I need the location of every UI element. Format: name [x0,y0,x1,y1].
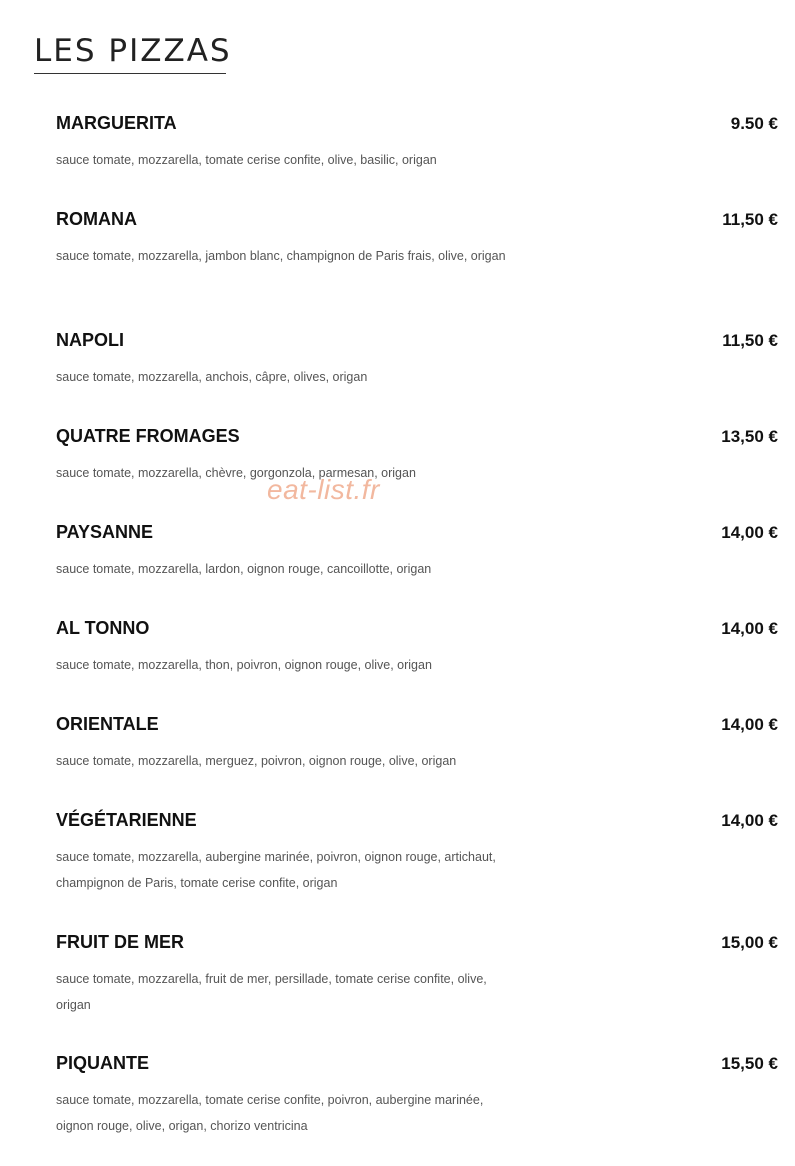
item-description: sauce tomate, mozzarella, thon, poivron, oignon rouge, olive, origan [56,658,432,672]
item-price: 14,00 € [721,811,778,830]
item-price: 15,00 € [721,933,778,952]
item-description: sauce tomate, mozzarella, fruit de mer, persillade, tomate cerise confite, olive, origan [56,972,487,1012]
item-price: 14,00 € [721,523,778,542]
item-name: MARGUERITA [56,113,177,133]
item-description: sauce tomate, mozzarella, anchois, câpre, olives, origan [56,370,368,384]
item-price: 14,00 € [721,619,778,638]
page-title: LES PIZZAS [34,33,232,69]
item-price: 15,50 € [721,1054,778,1073]
item-description: sauce tomate, mozzarella, chèvre, gorgonzola, parmesan, origan [56,466,416,480]
item-description: sauce tomate, mozzarella, lardon, oignon rouge, cancoillotte, origan [56,562,432,576]
item-name: PAYSANNE [56,522,154,542]
item-name: AL TONNO [56,618,150,638]
item-name: ORIENTALE [56,714,159,734]
item-price: 13,50 € [721,427,778,446]
item-description: sauce tomate, mozzarella, tomate cerise confite, poivron, aubergine marinée, oignon rouge, olive, origan, chorizo ventricina [56,1093,484,1133]
item-description: sauce tomate, mozzarella, jambon blanc, champignon de Paris frais, olive, origan [56,249,506,263]
item-name: QUATRE FROMAGES [56,426,240,446]
item-name: ROMANA [56,209,137,229]
title-underline [34,73,226,74]
item-price: 11,50 € [722,331,778,350]
watermark: eat-list.fr [267,474,380,505]
item-description: sauce tomate, mozzarella, merguez, poivron, oignon rouge, olive, origan [56,754,457,768]
item-price: 9.50 € [730,114,778,133]
item-price: 14,00 € [721,715,778,734]
item-description: sauce tomate, mozzarella, aubergine marinée, poivron, oignon rouge, artichaut, champignon de Paris, tomate cerise confite, origan [56,850,496,890]
item-description: sauce tomate, mozzarella, tomate cerise confite, olive, basilic, origan [56,153,437,167]
item-name: VÉGÉTARIENNE [56,810,197,830]
item-name: PIQUANTE [56,1053,150,1073]
item-name: NAPOLI [56,330,125,350]
item-price: 11,50 € [722,210,778,229]
item-name: FRUIT DE MER [56,932,184,952]
